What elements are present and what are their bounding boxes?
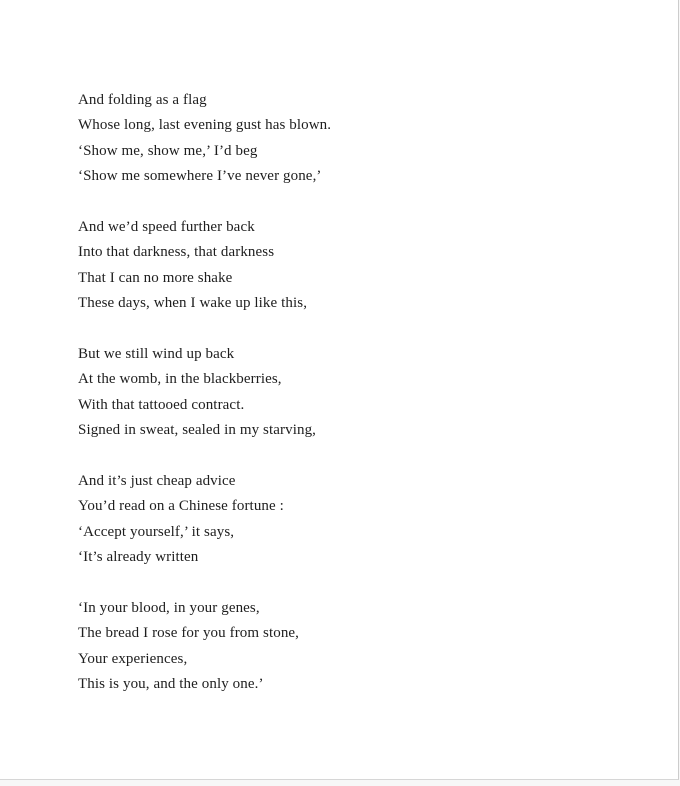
poem-line: And folding as a flag: [78, 92, 207, 108]
poem-line: At the womb, in the blackberries,: [78, 371, 282, 388]
poem-stanza: [78, 469, 638, 571]
poem-line: ‘In your blood, in your genes,: [78, 600, 260, 617]
poem-line: This is you, and the only one.’: [78, 676, 264, 693]
poem-line: Your experiences,: [78, 650, 188, 667]
poem-line: And we’d speed further back: [78, 219, 255, 236]
poem-stanza: [78, 88, 638, 190]
poem-line: ‘It’s already written: [78, 549, 199, 566]
poem-stanza: [78, 342, 638, 444]
poem-line: But we still wind up back: [78, 346, 235, 363]
poem-line: ‘Accept yourself,’ it says,: [78, 523, 235, 540]
poem-line: That I can no more shake: [78, 269, 233, 286]
poem-line: And it’s just cheap advice: [78, 473, 236, 490]
poem-line: ‘Show me somewhere I’ve never gone,’: [78, 168, 322, 185]
poem-line: Into that darkness, that darkness: [78, 244, 275, 261]
poem-line: These days, when I wake up like this,: [78, 295, 308, 312]
poem-line: Signed in sweat, sealed in my starving,: [78, 422, 317, 439]
poem-stanza: [78, 596, 638, 698]
poem-line: With that tattooed contract.: [78, 396, 245, 413]
poem-stanza: [78, 215, 638, 317]
poem-line: Whose long, last evening gust has blown.: [78, 117, 332, 134]
poem-line: You’d read on a Chinese fortune :: [78, 498, 284, 515]
poem-line: ‘Show me, show me,’ I’d beg: [78, 142, 258, 159]
poem-line: The bread I rose for you from stone,: [78, 625, 300, 642]
